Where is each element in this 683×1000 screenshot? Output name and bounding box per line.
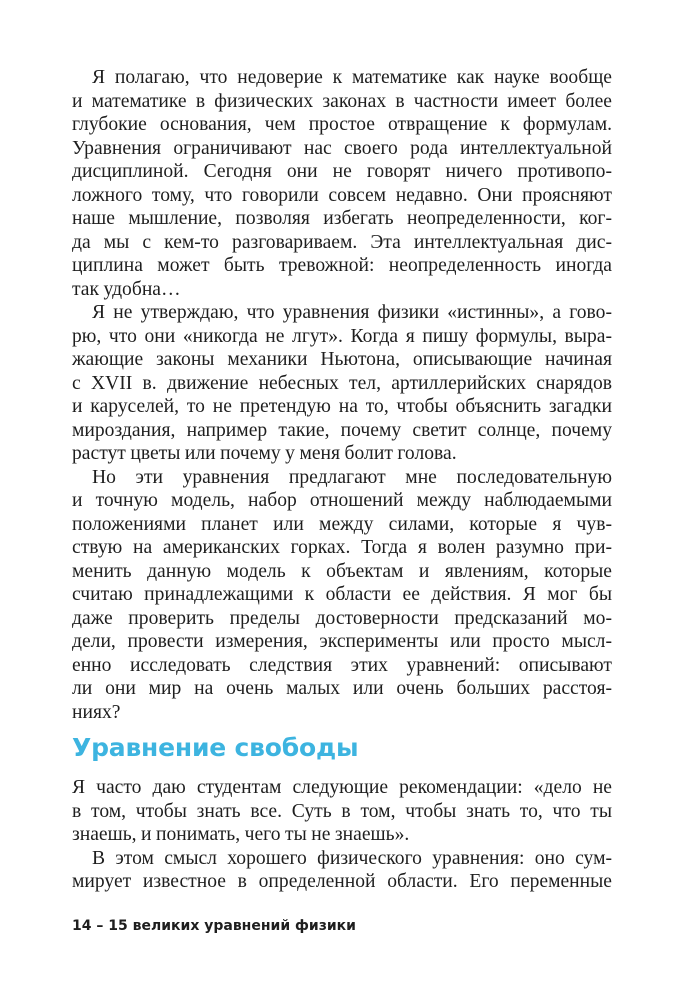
paragraph-3-line-11: ниях? [72,701,121,723]
paragraph-4-line-2: в том, чтобы знать все. Суть в том, чтобы знать то, что ты [72,800,612,822]
running-title: 15 великих уравнений физики [108,918,356,934]
body-text-upper [72,66,612,724]
body-text-lower [72,776,612,894]
paragraph-3-line-4: ствую на американских горках. Тогда я волен разумно при- [72,537,612,558]
paragraph-1-line-6: ложного тому, что говорили совсем недавно. Они проясняют [72,184,612,206]
paragraph-1-line-3: глубокие основания, чем простое отвращение к формулам. [72,114,612,135]
paragraph-3-line-3: положениями планет или между силами, которые я чув- [72,513,612,535]
paragraph-3-line-8: дели, провести измерения, эксперименты или просто мысл- [72,631,612,652]
paragraph-1-line-8: да мы с кем-то разговариваем. Эта интеллектуальная дис- [72,231,612,253]
paragraph-3-line-5: менить данную модель к объектам и явлениям, которые [72,560,612,582]
paragraph-4-line-3: знаешь, и понимать, чего ты не знаешь». [72,824,410,845]
paragraph-1-line-9: циплина может быть тревожной: неопределенность иногда [72,255,612,276]
paragraph-1-line-5: дисциплиной. Сегодня они не говорят ничего противопо- [72,161,612,182]
paragraph-1-line-7: наше мышление, позволяя избегать неопределенности, ког- [72,208,612,229]
paragraph-3-line-2: и точную модель, набор отношений между наблюдаемыми [72,490,612,511]
paragraph-5-line-1: В этом смысл хорошего физического уравнения: оно сум- [92,847,612,869]
paragraph-2-line-7: растут цветы или почему у меня болит голова. [72,443,457,464]
paragraph-1-line-4: Уравнения ограничивают нас своего рода интеллектуальной [72,137,612,159]
paragraph-3-line-7: даже проверить пределы достоверности предсказаний мо- [72,607,612,629]
paragraph-3-line-10: ли они мир на очень малых или очень больших расстоя- [72,678,612,699]
paragraph-4-line-1: Я часто даю студентам следующие рекомендации: «дело не [72,777,612,798]
paragraph-3-line-9: енно исследовать следствия этих уравнений: описывают [72,654,612,676]
paragraph-5-line-2: мирует известное в определенной области. Его переменные [72,871,612,892]
paragraph-2-line-3: жающие законы механики Ньютона, описывающие начиная [72,349,612,370]
paragraph-1-line-1: Я полагаю, что недоверие к математике как науке вообще [92,67,612,88]
section-heading: Уравнение свободы [72,733,359,762]
paragraph-2-line-6: мироздания, например такие, почему светит солнце, почему [72,419,612,441]
paragraph-2-line-4: с XVII в. движение небесных тел, артиллерийских снарядов [72,372,612,394]
paragraph-2-line-2: рю, что они «никогда не лгут». Когда я пишу формулы, выра- [72,325,612,347]
paragraph-3-line-6: считаю принадлежащими к области ее действия. Я мог бы [72,584,612,605]
paragraph-1-line-10: так удобна… [72,278,181,300]
page-number: 14 [72,918,92,934]
paragraph-2-line-5: и каруселей, то не претендую на то, чтобы объяснить загадки [72,396,612,417]
footer-separator: – [96,918,104,934]
page-footer [72,918,356,934]
paragraph-2-line-1: Я не утверждаю, что уравнения физики «истинны», а гово- [92,302,612,323]
paragraph-3-line-1: Но эти уравнения предлагают мне последовательную [92,466,612,488]
paragraph-1-line-2: и математике в физических законах в частности имеет более [72,90,612,112]
